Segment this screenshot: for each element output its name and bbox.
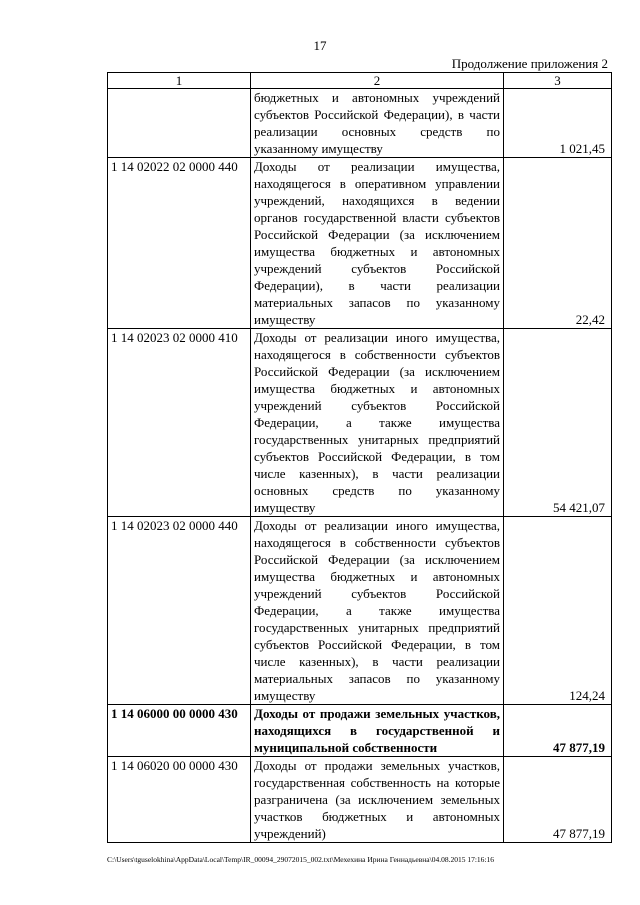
row-amount: 47 877,19 xyxy=(504,705,612,757)
table-row xyxy=(108,517,612,705)
row-code: 1 14 02023 02 0000 440 xyxy=(108,517,251,705)
row-description: Доходы от продажи земельных участков, государственная собственность на которые разграничена (за исключением земельных участков бюджетных и автономных учреждений) xyxy=(251,757,504,843)
row-amount: 54 421,07 xyxy=(504,329,612,517)
row-description: Доходы от реализации имущества, находящегося в оперативном управлении учреждений, находящихся в ведении органов государственной власти субъектов Российской Федерации (за исключением имущества бюджетных и автономных учреждений субъектов Российской Федерации), в части реализации материальных запасов по указанному имуществу xyxy=(251,158,504,329)
row-code: 1 14 06000 00 0000 430 xyxy=(108,705,251,757)
row-code xyxy=(108,89,251,158)
row-amount: 1 021,45 xyxy=(504,89,612,158)
continuation-label: Продолжение приложения 2 xyxy=(451,56,608,71)
row-code: 1 14 06020 00 0000 430 xyxy=(108,757,251,843)
row-amount: 124,24 xyxy=(504,517,612,705)
revenue-table xyxy=(107,72,612,843)
table-row xyxy=(108,757,612,843)
table-header-row xyxy=(108,73,612,89)
table-row-total xyxy=(108,705,612,757)
row-code: 1 14 02023 02 0000 410 xyxy=(108,329,251,517)
row-description: Доходы от реализации иного имущества, находящегося в собственности субъектов Российской Федерации (за исключением имущества бюджетных и автономных учреждений субъектов Российской Федерации, а также имущества государственных унитарных предприятий субъектов Российской Федерации, в том числе казенных), в части реализации основных средств по указанному имуществу xyxy=(251,329,504,517)
table-row xyxy=(108,329,612,517)
header-col-2: 2 xyxy=(251,73,504,89)
page-number: 17 xyxy=(313,38,327,53)
table-row xyxy=(108,89,612,158)
table-row xyxy=(108,158,612,329)
footer-file-path: C:\Users\tguselokhina\AppData\Local\Temp\IR_00094_29072015_002.txt\Мехехина Ирина Геннадьевна\04.08.2015 17:16:16 xyxy=(107,855,494,864)
row-code: 1 14 02022 02 0000 440 xyxy=(108,158,251,329)
row-description: бюджетных и автономных учреждений субъектов Российской Федерации), в части реализации основных средств по указанному имуществу xyxy=(251,89,504,158)
header-col-1: 1 xyxy=(108,73,251,89)
row-amount: 47 877,19 xyxy=(504,757,612,843)
row-description: Доходы от продажи земельных участков, находящихся в государственной и муниципальной собственности xyxy=(251,705,504,757)
row-description: Доходы от реализации иного имущества, находящегося в собственности субъектов Российской Федерации (за исключением имущества бюджетных и автономных учреждений субъектов Российской Федерации, а также имущества государственных унитарных предприятий субъектов Российской Федерации, в том числе казенных), в части реализации материальных запасов по указанному имуществу xyxy=(251,517,504,705)
header-col-3: 3 xyxy=(504,73,612,89)
row-amount: 22,42 xyxy=(504,158,612,329)
